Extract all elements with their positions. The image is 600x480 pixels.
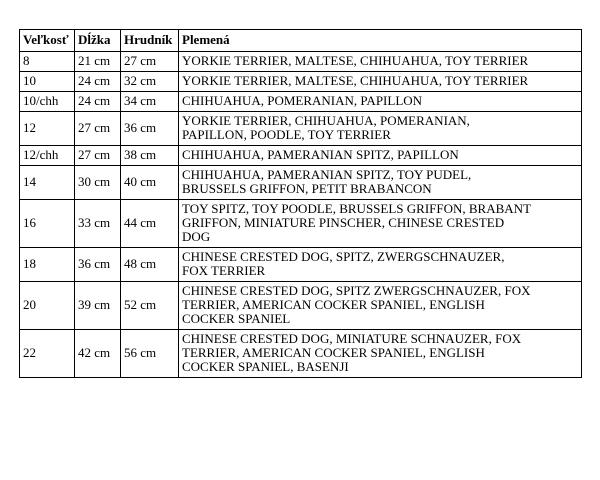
- cell-size: 10: [20, 72, 75, 92]
- cell-breeds: [179, 92, 582, 112]
- table-row: [20, 52, 582, 72]
- cell-breeds: [179, 248, 582, 282]
- breed-line: CHIHUAHUA, POMERANIAN, PAPILLON: [182, 93, 423, 108]
- column-header-length: Dĺžka: [75, 30, 121, 52]
- breed-line: GRIFFON, MINIATURE PINSCHER, CHINESE CRESTED: [182, 215, 505, 230]
- breed-line: BRUSSELS GRIFFON, PETIT BRABANCON: [182, 181, 432, 196]
- table-row: [20, 112, 582, 146]
- cell-length: 24 cm: [75, 72, 121, 92]
- cell-size: 18: [20, 248, 75, 282]
- table-row: [20, 248, 582, 282]
- cell-breeds: [179, 166, 582, 200]
- breed-line: COCKER SPANIEL: [182, 311, 291, 326]
- breed-line: COCKER SPANIEL, BASENJI: [182, 359, 349, 374]
- breed-line: FOX TERRIER: [182, 263, 266, 278]
- column-header-size: Veľkosť: [20, 30, 75, 52]
- breed-line: CHIHUAHUA, PAMERANIAN SPITZ, TOY PUDEL,: [182, 167, 472, 182]
- cell-length: 33 cm: [75, 200, 121, 248]
- breed-line: CHINESE CRESTED DOG, SPITZ ZWERGSCHNAUZER, FOX: [182, 283, 531, 298]
- cell-length: 24 cm: [75, 92, 121, 112]
- table-row: [20, 166, 582, 200]
- cell-chest: 44 cm: [121, 200, 179, 248]
- cell-chest: 40 cm: [121, 166, 179, 200]
- column-header-chest: Hrudník: [121, 30, 179, 52]
- breed-line: DOG: [182, 229, 211, 244]
- table-header: [20, 30, 582, 52]
- cell-size: 12: [20, 112, 75, 146]
- breed-line: TERRIER, AMERICAN COCKER SPANIEL, ENGLISH: [182, 297, 485, 312]
- cell-size: 22: [20, 330, 75, 378]
- cell-size: 12/chh: [20, 146, 75, 166]
- table-row: [20, 72, 582, 92]
- cell-breeds: [179, 200, 582, 248]
- breed-line: YORKIE TERRIER, MALTESE, CHIHUAHUA, TOY TERRIER: [182, 73, 529, 88]
- breed-line: TERRIER, AMERICAN COCKER SPANIEL, ENGLISH: [182, 345, 485, 360]
- breed-line: CHINESE CRESTED DOG, SPITZ, ZWERGSCHNAUZER,: [182, 249, 505, 264]
- cell-length: 36 cm: [75, 248, 121, 282]
- table-row: [20, 92, 582, 112]
- cell-chest: 48 cm: [121, 248, 179, 282]
- breed-line: CHINESE CRESTED DOG, MINIATURE SCHNAUZER, FOX: [182, 331, 522, 346]
- cell-length: 27 cm: [75, 146, 121, 166]
- cell-breeds: [179, 330, 582, 378]
- cell-chest: 38 cm: [121, 146, 179, 166]
- table-header-row: [20, 30, 582, 52]
- cell-chest: 56 cm: [121, 330, 179, 378]
- cell-breeds: [179, 112, 582, 146]
- breed-line: YORKIE TERRIER, CHIHUAHUA, POMERANIAN,: [182, 113, 470, 128]
- cell-size: 10/chh: [20, 92, 75, 112]
- cell-length: 39 cm: [75, 282, 121, 330]
- cell-breeds: [179, 72, 582, 92]
- cell-length: 30 cm: [75, 166, 121, 200]
- breed-line: CHIHUAHUA, PAMERANIAN SPITZ, PAPILLON: [182, 147, 459, 162]
- cell-length: 21 cm: [75, 52, 121, 72]
- table-body: [20, 52, 582, 378]
- cell-chest: 52 cm: [121, 282, 179, 330]
- breed-line: YORKIE TERRIER, MALTESE, CHIHUAHUA, TOY TERRIER: [182, 53, 529, 68]
- table-row: [20, 146, 582, 166]
- cell-chest: 32 cm: [121, 72, 179, 92]
- table-row: [20, 200, 582, 248]
- breed-line: TOY SPITZ, TOY POODLE, BRUSSELS GRIFFON, BRABANT: [182, 201, 532, 216]
- cell-size: 20: [20, 282, 75, 330]
- cell-length: 42 cm: [75, 330, 121, 378]
- cell-chest: 36 cm: [121, 112, 179, 146]
- dog-size-table: [19, 29, 582, 378]
- cell-breeds: [179, 282, 582, 330]
- column-header-breeds: Plemená: [179, 30, 582, 52]
- cell-size: 14: [20, 166, 75, 200]
- cell-size: 8: [20, 52, 75, 72]
- cell-chest: 27 cm: [121, 52, 179, 72]
- cell-breeds: [179, 146, 582, 166]
- table-row: [20, 330, 582, 378]
- cell-size: 16: [20, 200, 75, 248]
- breed-line: PAPILLON, POODLE, TOY TERRIER: [182, 127, 391, 142]
- cell-breeds: [179, 52, 582, 72]
- table-row: [20, 282, 582, 330]
- cell-length: 27 cm: [75, 112, 121, 146]
- cell-chest: 34 cm: [121, 92, 179, 112]
